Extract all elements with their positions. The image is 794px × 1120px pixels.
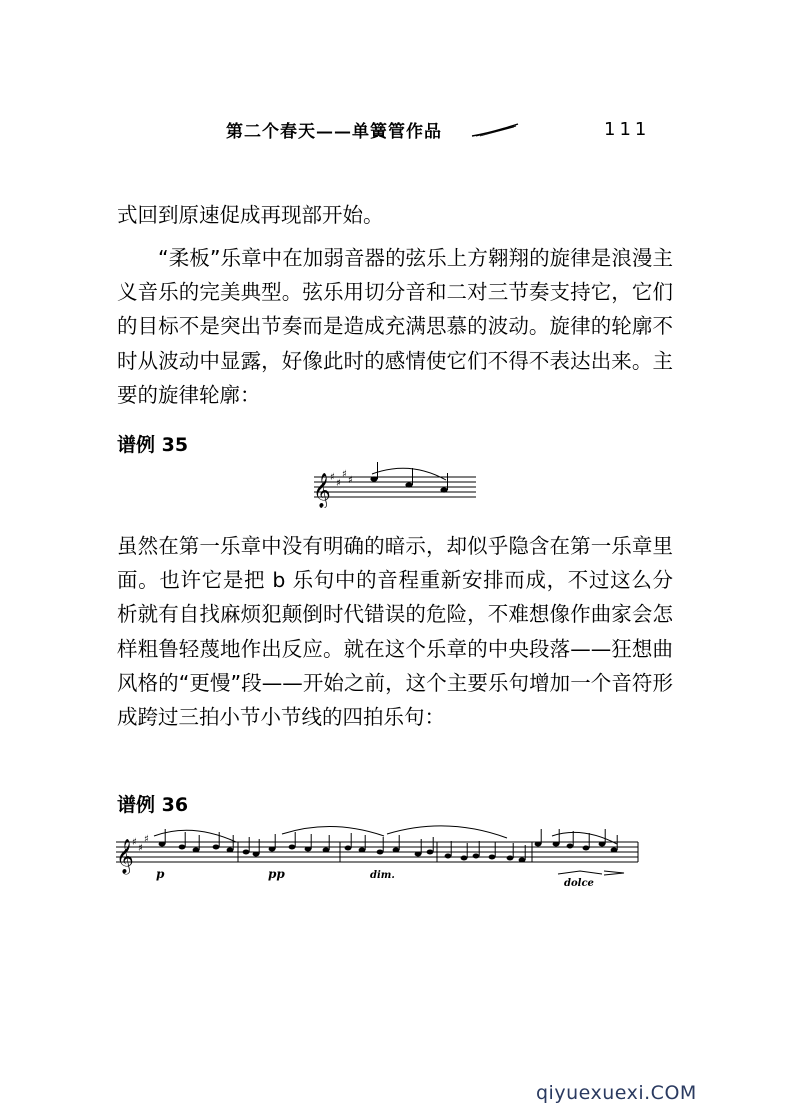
svg-text:♯: ♯ xyxy=(342,469,347,480)
note-head xyxy=(227,848,234,853)
note-head xyxy=(415,852,422,857)
paragraph-1: 式回到原速促成再现部开始。 xyxy=(117,203,384,227)
note-head xyxy=(179,845,186,850)
note-head xyxy=(359,848,366,853)
note-head xyxy=(519,858,526,863)
note-head xyxy=(193,848,200,853)
slurs xyxy=(154,826,617,844)
header-title: 第二个春天——单簧管作品 xyxy=(226,122,442,142)
music-example-35 xyxy=(310,462,480,508)
note-head xyxy=(489,855,496,860)
slur xyxy=(372,468,446,480)
note-head xyxy=(213,845,220,850)
note-head xyxy=(553,842,560,847)
note-head xyxy=(159,842,166,847)
note-head xyxy=(323,848,330,853)
page-number: 111 xyxy=(604,119,651,140)
treble-clef-icon: 𝄞 xyxy=(116,839,134,874)
note-head xyxy=(269,847,276,852)
note-head xyxy=(377,850,384,855)
hairpins xyxy=(558,871,624,875)
music-example-36 xyxy=(112,820,642,888)
flourish-ornament-icon xyxy=(470,122,520,138)
paragraph-2: “柔板”乐章中在加弱音器的弦乐上方翱翔的旋律是浪漫主义音乐的完美典型。弦乐用切分音和二对三节奏支持它，它们的目标不是突出节奏而是造成充满思慕的波动。旋律的轮廓不时从波动中显露，好像此时的感情使它们不得不表达出来。主要的旋律轮廓： xyxy=(117,246,673,407)
note-head xyxy=(289,845,296,850)
svg-text:♯: ♯ xyxy=(132,837,137,848)
dynamics xyxy=(156,867,594,888)
key-signature-sharps xyxy=(132,834,149,854)
key-signature-sharps xyxy=(330,469,353,489)
paragraph-3: 虽然在第一乐章中没有明确的暗示，却似乎隐含在第一乐章里面。也许它是把 b 乐句中的音程重新安排而成，不过这么分析就有自找麻烦犯颠倒时代错误的危险，不难想像作曲家会怎样粗鲁轻蔑地作出反应。就在这个乐章的中央段落——狂想曲风格的“更慢”段——开始之前，这个主要乐句增加一个音符形成跨过三拍小节小节线的四拍乐句： xyxy=(117,534,673,730)
example-label-36: 谱例 36 xyxy=(117,794,189,816)
note-head xyxy=(305,847,312,852)
svg-text:♯: ♯ xyxy=(330,472,335,483)
watermark: qiyuexuexi.COM xyxy=(536,1082,697,1104)
note-head xyxy=(243,850,250,855)
svg-text:♯: ♯ xyxy=(348,475,353,486)
treble-clef-icon: 𝄞 xyxy=(313,473,331,508)
svg-text:♯: ♯ xyxy=(138,843,143,854)
dynamic-dim: dim. xyxy=(370,870,395,881)
example-label-35: 谱例 35 xyxy=(117,434,189,456)
dynamic-pp: pp xyxy=(268,867,285,881)
note-head xyxy=(535,842,542,847)
svg-text:♯: ♯ xyxy=(336,478,341,489)
note-head xyxy=(611,848,618,853)
svg-text:♯: ♯ xyxy=(144,834,149,845)
note-head xyxy=(473,854,480,859)
running-header xyxy=(226,117,520,142)
note-head xyxy=(253,852,260,857)
note-head xyxy=(445,854,452,859)
note-head xyxy=(345,846,352,851)
note-head xyxy=(567,844,574,849)
note-head xyxy=(393,848,400,853)
note-head xyxy=(583,846,590,851)
note-head xyxy=(507,856,514,861)
note-head xyxy=(461,856,468,861)
note-head xyxy=(427,850,434,855)
note-head xyxy=(599,842,606,847)
dynamic-dolce: dolce xyxy=(564,878,594,888)
dynamic-p: p xyxy=(156,867,165,881)
